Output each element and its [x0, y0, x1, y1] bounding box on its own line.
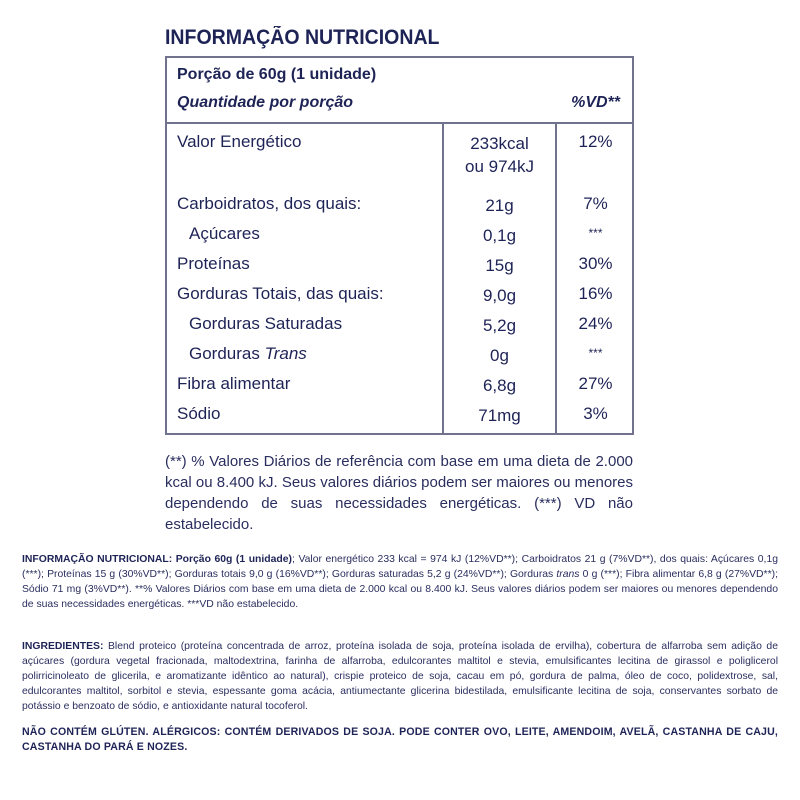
nutrient-amount: 21g — [485, 196, 514, 215]
portion-size: Porção de 60g (1 unidade) — [177, 66, 377, 83]
nutrient-amount: 0,1g — [482, 226, 517, 245]
nutrient-vd: *** — [588, 346, 603, 360]
nutrient-name: Fibra alimentar — [177, 374, 291, 393]
nutrient-name: Gorduras Saturadas — [189, 314, 343, 333]
nutrient-amount: 71mg — [478, 406, 521, 425]
nutrient-vd: 30% — [578, 254, 613, 273]
ingredients-text: Blend proteico (proteína concentrada de arroz, proteína isolada de soja, proteína isolada de ervilha), cobertura de alfarroba sem adição de açúcares (gordura vegetal fracionada, maltodextrina, farinha de alfarroba, edulcorantes maltitol e stevia, emulsificantes lecitina de girassol e poliglicerol polirricinoleato de glicerila, e aromatizante idêntico ao natural), crispie proteico de soja, cacau em pó, gordura de palma, óleo de coco, polidextrose, sal, edulcorantes maltitol, sorbitol e stevia, espessante goma acácia, antiumectante glicerina bidestilada, emulsificante lecitina de soja, conservantes sorbato de potássio e benzoato de sódio, e antioxidante natural tocoferol. — [22, 641, 778, 712]
vd-footnote: (**) % Valores Diários de referência com base em uma dieta de 2.000 kcal ou 8.400 kJ. Seus valores diários podem ser maiores ou menores dependendo de suas necessidades energéticas. (***) VD não estabelecido. — [165, 453, 633, 533]
nutrient-amount: 6,8g — [482, 376, 517, 395]
header-divider — [167, 122, 632, 124]
nutrition-summary: INFORMAÇÃO NUTRICIONAL: Porção 60g (1 unidade); Valor energético 233 kcal = 974 kJ (12%VD**); Carboidratos 21 g (7%VD**), dos quais: Açúcares 0,1g (***); Proteínas 15 g (30%VD**); Gorduras totais 9,0 g (16%VD**); Gorduras saturadas 5,2 g (24%VD**); Gorduras trans 0 g (***); Fibra alimentar 6,8 g (27%VD**); Sódio 71 mg (3%VD**). **% Valores Diários com base em uma dieta de 2.000 kcal ou 8.400 kJ. Seus valores diários podem ser maiores ou menores dependendo de suas necessidades energéticas. ***VD não estabelecido. — [22, 554, 779, 610]
nutrient-vd: 3% — [583, 404, 608, 423]
nutrient-vd: 24% — [578, 314, 613, 333]
nutrient-name: Gorduras Totais, das quais: — [177, 284, 384, 303]
summary-label: INFORMAÇÃO NUTRICIONAL: Porção 60g (1 unidade) — [22, 554, 293, 565]
nutrient-amount: 9,0g — [482, 286, 517, 305]
nutrition-table — [165, 56, 634, 435]
page-title: INFORMAÇÃO NUTRICIONAL — [165, 26, 440, 49]
nutrient-vd: 7% — [583, 194, 608, 213]
allergen-warning: NÃO CONTÉM GLÚTEN. ALÉRGICOS: CONTÉM DERIVADOS DE SOJA. PODE CONTER OVO, LEITE, AMENDOIM, AVELÃ, CASTANHA DE CAJU, CASTANHA DO PARÁ E NOZES. — [22, 726, 778, 753]
nutrient-amount: 5,2g — [482, 316, 517, 335]
nutrient-amount: 15g — [485, 256, 514, 275]
quantity-header: Quantidade por porção — [177, 94, 354, 111]
nutrient-name: Proteínas — [177, 254, 250, 273]
nutrient-vd: 12% — [578, 132, 613, 151]
nutrient-vd: 16% — [578, 284, 613, 303]
nutrient-vd: *** — [588, 226, 603, 240]
ingredients — [22, 640, 778, 715]
nutrient-vd: 27% — [578, 374, 613, 393]
vd-header: %VD** — [571, 94, 620, 111]
nutrient-name: Carboidratos, dos quais: — [177, 194, 362, 213]
nutrient-name: Açúcares — [189, 224, 260, 243]
nutrient-name: Valor Energético — [177, 132, 302, 151]
nutrient-amount: 233kcal ou 974kJ — [465, 134, 534, 176]
ingredients-label: INGREDIENTES: — [22, 641, 104, 652]
nutrient-amount: 0g — [490, 346, 509, 365]
nutrient-name: Gorduras Trans — [189, 344, 307, 363]
nutrient-name: Sódio — [177, 404, 221, 423]
